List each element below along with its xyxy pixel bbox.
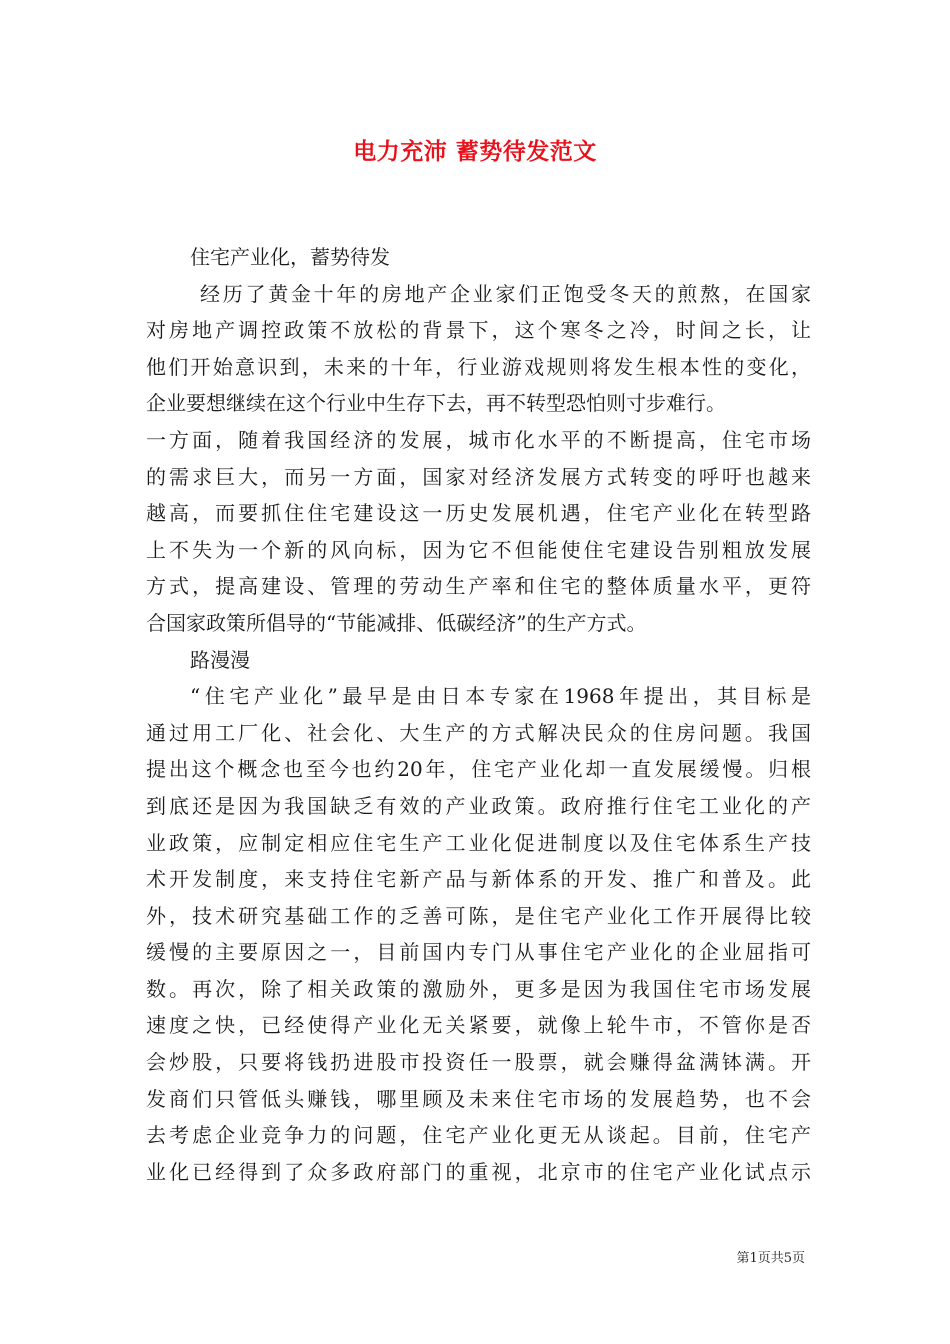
paragraph-line: 一方面，随着我国经济的发展，城市化水平的不断提高，住宅市场: [146, 427, 811, 452]
paragraph-line: 上不失为一个新的风向标，因为它不但能使住宅建设告别粗放发展: [146, 537, 811, 562]
document-body: [146, 239, 811, 1190]
paragraph-line: 的需求巨大，而另一方面，国家对经济发展方式转变的呼吁也越来: [146, 464, 811, 489]
paragraph-line: “住宅产业化”最早是由日本专家在1968年提出，其目标是: [190, 684, 811, 709]
paragraph-line: 越高，而要抓住住宅建设这一历史发展机遇，住宅产业化在转型路: [146, 501, 811, 526]
paragraph-line: 合国家政策所倡导的“节能减排、低碳经济”的生产方式。: [146, 610, 647, 635]
paragraph-line: 业政策，应制定相应住宅生产工业化促进制度以及住宅体系生产技: [146, 830, 811, 855]
paragraph-line: 术开发制度，来支持住宅新产品与新体系的开发、推广和普及。此: [146, 867, 811, 892]
paragraph-line: 对房地产调控政策不放松的背景下，这个寒冬之冷，时间之长，让: [146, 318, 811, 343]
paragraph-line: 速度之快，已经使得产业化无关紧要，就像上轮牛市，不管你是否: [146, 1013, 811, 1038]
paragraph-line: 去考虑企业竞争力的问题，住宅产业化更无从谈起。目前，住宅产: [146, 1123, 811, 1148]
paragraph-line: 业化已经得到了众多政府部门的重视，北京市的住宅产业化试点示: [146, 1159, 811, 1184]
section-heading: 住宅产业化，蓄势待发: [190, 245, 390, 269]
paragraph-line: 他们开始意识到，未来的十年，行业游戏规则将发生根本性的变化，: [146, 354, 811, 379]
paragraph-line: 外，技术研究基础工作的乏善可陈，是住宅产业化工作开展得比较: [146, 903, 811, 928]
paragraph-line: 会炒股，只要将钱扔进股市投资任一股票，就会赚得盆满钵满。开: [146, 1050, 811, 1075]
paragraph-line: 发商们只管低头赚钱，哪里顾及未来住宅市场的发展趋势，也不会: [146, 1086, 811, 1111]
paragraph-line: 提出这个概念也至今也约20年，住宅产业化却一直发展缓慢。归根: [146, 757, 811, 782]
paragraph-line: 通过用工厂化、社会化、大生产的方式解决民众的住房问题。我国: [146, 720, 811, 745]
section-heading: 路漫漫: [190, 647, 250, 672]
paragraph-line: 数。再次，除了相关政策的激励外，更多是因为我国住宅市场发展: [146, 976, 811, 1001]
paragraph-line: 方式，提高建设、管理的劳动生产率和住宅的整体质量水平，更符: [146, 574, 811, 599]
page-number: 第1页共5页: [736, 1251, 805, 1266]
document-title: 电力充沛 蓄势待发范文: [353, 138, 597, 165]
paragraph-line: 企业要想继续在这个行业中生存下去，再不转型恐怕则寸步难行。: [146, 391, 726, 416]
paragraph-line: 经历了黄金十年的房地产企业家们正饱受冬天的煎熬，在国家: [200, 281, 811, 306]
paragraph-line: 缓慢的主要原因之一，目前国内专门从事住宅产业化的企业屈指可: [146, 940, 811, 965]
paragraph-line: 到底还是因为我国缺乏有效的产业政策。政府推行住宅工业化的产: [146, 793, 811, 818]
